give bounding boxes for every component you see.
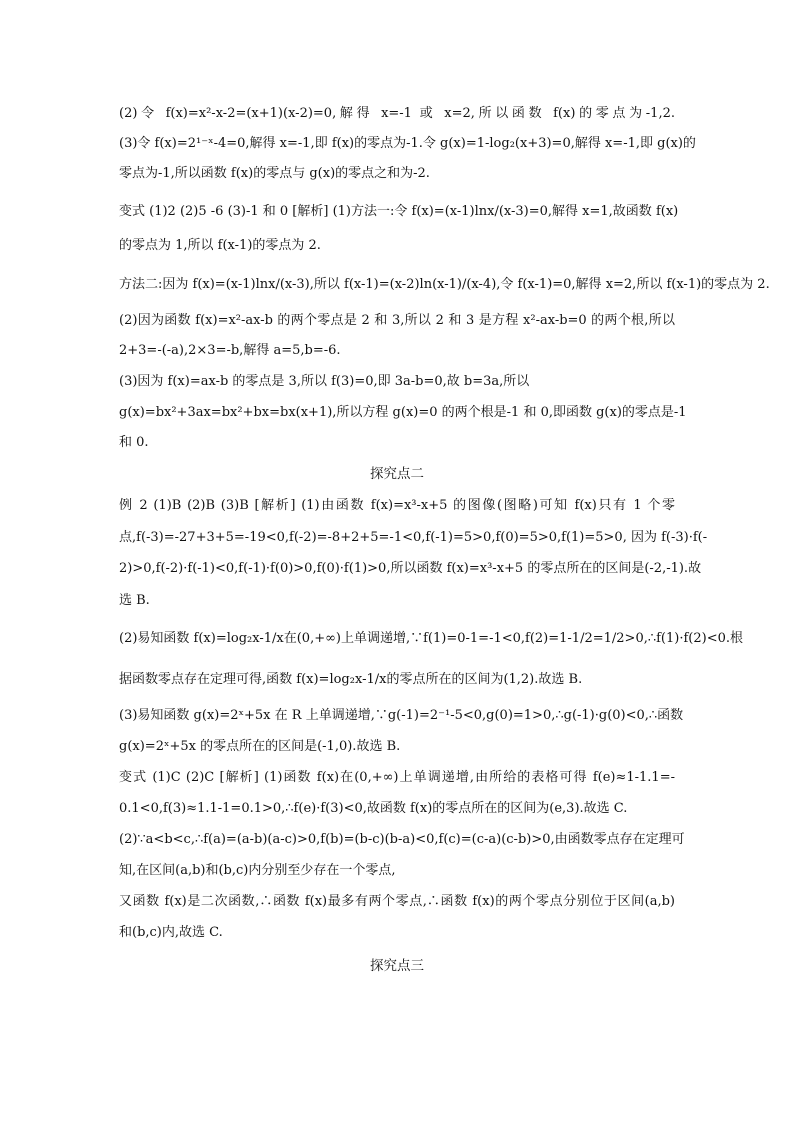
section-heading: 探究点二 [370,466,424,482]
text-line: 方法二:因为 f(x)=(x-1)lnx/(x-3),所以 f(x-1)=(x-2)ln(x-1)/(x-4),令 f(x-1)=0,解得 x=2,所以 f(x-1)的零点为 2. [119,277,770,292]
text-line: (2)令 f(x)=x²-x-2=(x+1)(x-2)=0,解得 x=-1 或 x=2,所以函数 f(x)的零点为-1,2. [119,106,675,121]
text-line: (3)令 f(x)=2¹⁻ˣ-4=0,解得 x=-1,即 f(x)的零点为-1.令 g(x)=1-log₂(x+3)=0,解得 x=-1,即 g(x)的 [119,136,696,151]
text-line: 的零点为 1,所以 f(x-1)的零点为 2. [119,238,321,253]
text-line: 选 B. [119,593,150,608]
text-line: 变式 (1)C (2)C [解析] (1)函数 f(x)在(0,+∞)上单调递增,由所给的表格可得 f(e)≈1-1.1=- [119,770,675,785]
text-line: g(x)=bx²+3ax=bx²+bx=bx(x+1),所以方程 g(x)=0 的两个根是-1 和 0,即函数 g(x)的零点是-1 [119,405,687,420]
text-line: (3)因为 f(x)=ax-b 的零点是 3,所以 f(3)=0,即 3a-b=0,故 b=3a,所以 [119,374,530,389]
text-line: 点,f(-3)=-27+3+5=-19<0,f(-2)=-8+2+5=-1<0,f(-1)=5>0,f(0)=5>0,f(1)=5>0, 因为 f(-3)·f(- [119,530,708,545]
text-line: 2+3=-(-a),2×3=-b,解得 a=5,b=-6. [119,343,341,358]
text-line: (2)∵a<b<c,∴f(a)=(a-b)(a-c)>0,f(b)=(b-c)(b-a)<0,f(c)=(c-a)(c-b)>0,由函数零点存在定理可 [119,832,685,847]
text-line: 0.1<0,f(3)≈1.1-1=0.1>0,∴f(e)·f(3)<0,故函数 f(x)的零点所在的区间为(e,3).故选 C. [119,801,628,816]
text-line: 零点为-1,所以函数 f(x)的零点与 g(x)的零点之和为-2. [119,166,430,181]
text-line: 和(b,c)内,故选 C. [119,925,223,940]
text-line: (2)易知函数 f(x)=log₂x-1/x在(0,+∞)上单调递增,∵f(1)=0-1=-1<0,f(2)=1-1/2=1/2>0,∴f(1)·f(2)<0.根 [119,631,743,646]
text-line: g(x)=2ˣ+5x 的零点所在的区间是(-1,0).故选 B. [119,739,401,754]
text-line: (3)易知函数 g(x)=2ˣ+5x 在 R 上单调递增,∵g(-1)=2⁻¹-5<0,g(0)=1>0,∴g(-1)·g(0)<0,∴函数 [119,708,684,723]
text-line: 例 2 (1)B (2)B (3)B [解析] (1)由函数 f(x)=x³-x+5 的图像(图略)可知 f(x)只有 1 个零 [119,498,675,513]
text-line: 和 0. [119,435,149,450]
text-line: 又函数 f(x)是二次函数,∴函数 f(x)最多有两个零点,∴函数 f(x)的两个零点分别位于区间(a,b) [119,894,675,909]
text-line: 2)>0,f(-2)·f(-1)<0,f(-1)·f(0)>0,f(0)·f(1)>0,所以函数 f(x)=x³-x+5 的零点所在的区间是(-2,-1).故 [119,561,702,576]
section-heading: 探究点三 [370,958,424,974]
text-line: 据函数零点存在定理可得,函数 f(x)=log₂x-1/x的零点所在的区间为(1,2).故选 B. [119,672,583,687]
text-line: (2)因为函数 f(x)=x²-ax-b 的两个零点是 2 和 3,所以 2 和 3 是方程 x²-ax-b=0 的两个根,所以 [119,313,675,328]
text-line: 变式 (1)2 (2)5 -6 (3)-1 和 0 [解析] (1)方法一:令 f(x)=(x-1)lnx/(x-3)=0,解得 x=1,故函数 f(x) [119,204,679,219]
text-line: 知,在区间(a,b)和(b,c)内分别至少存在一个零点, [119,863,396,878]
